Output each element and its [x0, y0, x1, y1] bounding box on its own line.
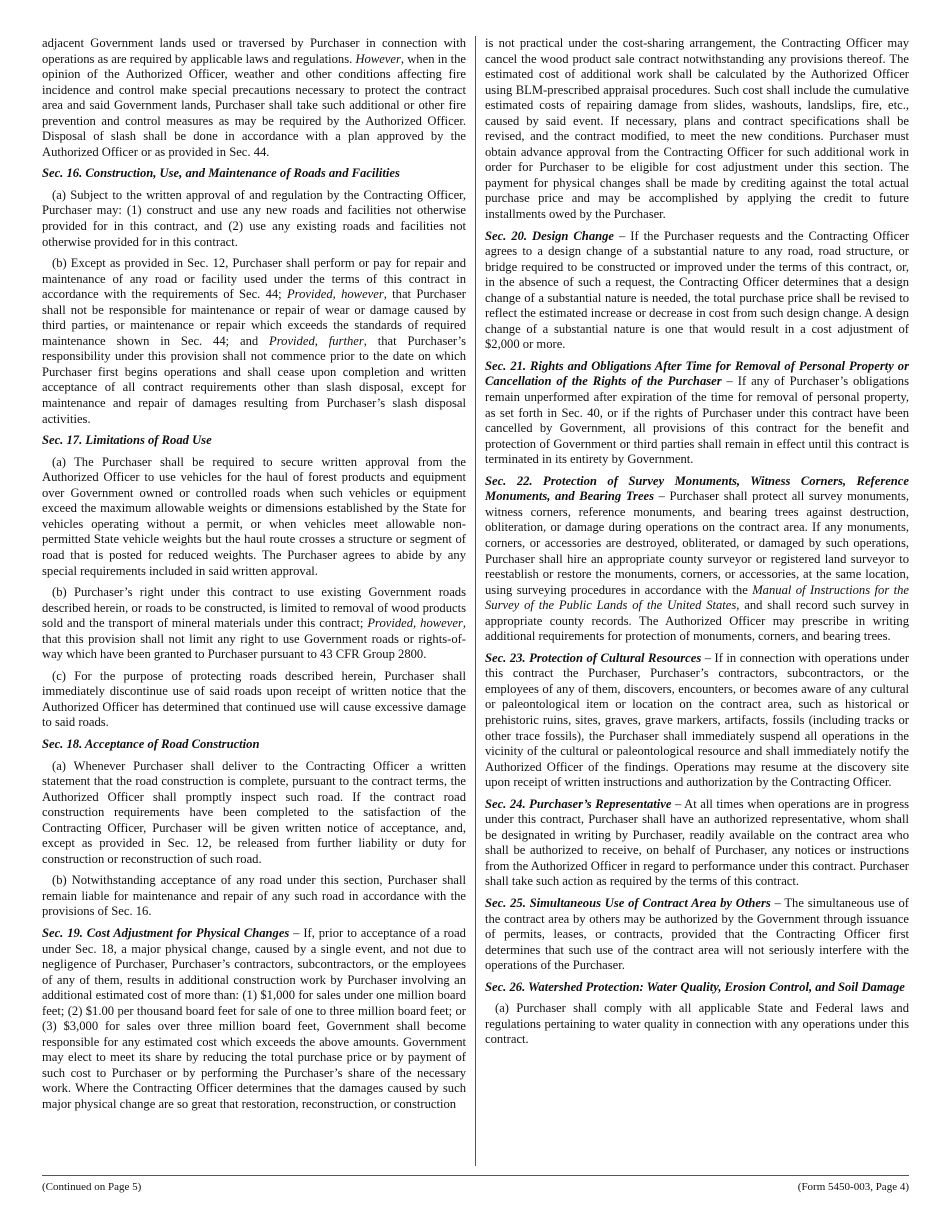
section-25 — [485, 896, 909, 974]
section-24-heading: Sec. 24. Purchaser’s Representative — [485, 796, 672, 811]
section-26 — [485, 980, 909, 996]
text-run: (b) Purchaser’s right under this contract to use existing Government roads described herein, or roads to be constructed, is limited to removal of wood products sold and the transport of mineral materials under this contract; — [42, 585, 466, 631]
text-run-italic: However — [355, 51, 401, 66]
text-run-italic: Manual of Instructions for the Survey of the Public Lands of the United States — [485, 582, 910, 613]
section-17-c: (c) For the purpose of protecting roads described herein, Purchaser shall immediately discontinue use of said roads upon receipt of written notice that the Authorized Officer has determined that continued use will cause excessive damage to said roads. — [42, 668, 466, 730]
section-17-heading: Sec. 17. Limitations of Road Use — [42, 433, 212, 448]
section-23 — [485, 651, 909, 791]
section-20 — [485, 229, 909, 353]
section-24-text: – At all times when operations are in progress under this contract, Purchaser shall have an authorized representative, whom shall be designated in writing by Purchaser, readily available on the contract area who shall be authorized to receive, on behalf of Purchaser, any notices or instructions from the Authorized Officer in regard to performance under this contract. Purchaser shall take such action as required by the terms of this contract. — [485, 796, 909, 889]
section-16 — [42, 166, 466, 182]
section-23-text: – If in connection with operations under this contract the Purchaser, Purchaser’s contractors, subcontractors, or the employees of any of them, discovers, encounters, or becomes aware of any cultural or paleontological item or location on the contract area, such as historical or prehistoric ruins, sites, graves, grave markers, artifacts, fossils (including tracks or other trace fossils), the Purchaser shall immediately suspend all operations in the vicinity of the cultural or paleontological resource and shall immediately notify the Authorized Officer of the findings. Operations may resume at the discovery site upon receipt of written instructions and authorization by the Contracting Officer. — [485, 650, 910, 790]
section-16-a: (a) Subject to the written approval of and regulation by the Contracting Officer, Purchaser may: (1) construct and use any new roads and facilities not otherwise provided for in this contract, and (2) use any existing roads and facilities not otherwise provided for in this contract. — [42, 187, 466, 249]
section-19-continued: is not practical under the cost-sharing arrangement, the Contracting Officer may cancel the wood product sale contract notwithstanding any provisions thereof. The estimated cost of additional work shall be calculated by the Authorized Officer using BLM-prescribed appraisal procedures. Such cost shall include the cumulative estimated costs of repairing damage from slides, washouts, landslips, fire, etc., caused by said event. If necessary, plans and contract specifications shall be revised, and the contract modified, to meet the new conditions. Purchaser must obtain advance approval from the Contracting Officer for such additional work in order for Purchaser to be eligible for cost adjustment under this section. The payment for physical changes shall be made by crediting against the total actual purchase price and may be accomplished by applying the credit to future installments owed by the Purchaser. — [485, 36, 909, 222]
footer-form-page: (Form 5450-003, Page 4) — [797, 1181, 909, 1193]
section-16-heading: Sec. 16. Construction, Use, and Maintenance of Roads and Facilities — [42, 166, 400, 181]
section-23-heading: Sec. 23. Protection of Cultural Resources — [485, 650, 702, 665]
section-18-b: (b) Notwithstanding acceptance of any road under this section, Purchaser shall remain liable for maintenance and repair of any such road in accordance with the provisions of Sec. 16. — [42, 873, 466, 919]
section-18 — [42, 737, 466, 753]
section-20-heading: Sec. 20. Design Change — [485, 228, 615, 243]
text-run: , that Purchaser shall not be responsible for maintenance or repair of wear or damage caused by third parties, or maintenance or repair which exceeds the standards of required maintenance shown in Sec. 44; and — [42, 287, 466, 348]
right-column — [485, 36, 909, 1054]
section-24 — [485, 797, 909, 890]
section-17-b — [42, 585, 466, 663]
section-26-a: (a) Purchaser shall comply with all applicable State and Federal laws and regulations pertaining to water quality in connection with any operations under this contract. — [485, 1001, 909, 1047]
section-21-text: – If any of Purchaser’s obligations remain unperformed after expiration of the time for removal of personal property, as set forth in Sec. 40, or if the rights of Purchaser under this contract have been cancelled by Government, all provisions of this contract for the benefit and protection of Government or third parties shall remain in effect until this contract is terminated in its entirety by Government. — [485, 374, 910, 467]
left-column — [42, 36, 466, 1119]
text-run: , and shall record such survey in appropriate county records. The Authorized Officer may prescribe in writing additional requirements for protection of monuments, corners, and bearing trees. — [485, 598, 910, 644]
text-run: , that this provision shall not limit any right to use Government roads or rights-of-way which have been granted to Purchaser pursuant to 43 CFR Group 2800. — [42, 616, 467, 662]
section-19 — [42, 926, 466, 1113]
section-22 — [485, 474, 909, 645]
section-19-text: – If, prior to acceptance of a road under Sec. 18, a major physical change, caused by a single event, and not due to negligence of Purchaser, Purchaser’s contractors, subcontractors, or the employees of any of them, results in additional construction work by Purchaser involving an additional estimated cost of more than: (1) $1,000 for sales under one million board feet; (2) $1.00 per thousand board feet for sale of one to three million board feet; or (3) $3,000 for sales over three million board feet, Government shall become responsible for any estimated cost which exceeds the above amounts. Government may elect to meet its share by reducing the total purchase price or by payment of such cost to Purchaser or by performing the Purchaser’s share of the necessary work. Where the Contracting Officer determines that the damages caused by such major physical change are so great that restoration, reconstruction, or construction — [42, 925, 466, 1111]
footer-continued: (Continued on Page 5) — [42, 1181, 142, 1193]
section-17-a: (a) The Purchaser shall be required to secure written approval from the Authorized Officer to use vehicles for the haul of forest products and equipment over Government owned or controlled roads when such vehicles or equipment exceed the maximum allowable weights or dimensions established by the State for vehicles operating without a permit, or when vehicles meet allowable non-permitted State vehicle weights but the haul route crosses a structure or segment of road that is posted for reduced weights. The Purchaser agrees to abide by any special requirements included in said written approval. — [42, 454, 466, 578]
section-25-heading: Sec. 25. Simultaneous Use of Contract Area by Others — [485, 895, 771, 910]
text-run-italic: Provided, further — [269, 333, 364, 348]
text-run: , that Purchaser’s responsibility under this provision shall not commence prior to the date on which Purchaser first begins operations and shall cease upon completion and written acceptance of all contract requirements other than slash disposal, except for maintenance and repair of damages resulting from Purchaser’s slash disposal activities. — [42, 333, 466, 426]
section-16-b — [42, 256, 466, 427]
text-run-italic: Provided, however — [367, 616, 463, 631]
section-18-heading: Sec. 18. Acceptance of Road Construction — [42, 736, 260, 751]
text-run: adjacent Government lands used or traversed by Purchaser in connection with operations as are required by applicable laws and regulations. — [42, 36, 466, 66]
footer-rule — [42, 1175, 909, 1176]
section-22-heading: Sec. 22. Protection of Survey Monuments, Witness Corners, Reference Monuments, and Bearing Trees — [485, 473, 909, 504]
text-run: (b) Except as provided in Sec. 12, Purchaser shall perform or pay for repair and maintenance of any road or facility used under the terms of this contract in accordance with the requirements of Sec. 44; — [42, 256, 466, 302]
text-run-italic: Provided, however — [286, 287, 384, 302]
section-19-heading: Sec. 19. Cost Adjustment for Physical Changes — [42, 925, 290, 940]
section-26-heading: Sec. 26. Watershed Protection: Water Quality, Erosion Control, and Soil Damage — [485, 979, 905, 994]
section-21 — [485, 359, 909, 468]
paragraph-fire-precautions — [42, 36, 466, 160]
section-25-text: – The simultaneous use of the contract area by others may be authorized by the Government through issuance of permits, leases, or contracts, provided that the Contracting Officer first determines that such use of the contract area will not seriously interfere with the operations of the Purchaser. — [485, 895, 909, 973]
text-run: – Purchaser shall protect all survey monuments, witness corners, reference monuments, and bearing trees against destruction, obliteration, or damage during operations on the contract area. If any monuments, corners, or accessories are destroyed, obliterated, or damaged by such operations, Purchaser shall hire an appropriate county surveyor or registered land surveyor to reestablish or restore the monuments, corners, or accessories, at the same location, using surveying procedures in accordance with the — [485, 489, 909, 597]
section-21-heading: Sec. 21. Rights and Obligations After Time for Removal of Personal Property or Cancellation of the Rights of the Purchaser — [485, 358, 909, 389]
section-18-a: (a) Whenever Purchaser shall deliver to the Contracting Officer a written statement that the road construction is complete, pursuant to the contract terms, the Authorized Officer shall promptly inspect such road. If the contract road construction requirements have been completed to the satisfaction of the Contracting Officer, Purchaser will be given written notice of acceptance, and, except as provided in Sec. 12, be released from further liability or duty for construction or reconstruction of such road. — [42, 758, 466, 866]
section-20-text: – If the Purchaser requests and the Contracting Officer agrees to a design change of a substantial nature to any road, road structure, or bridge required to be constructed or improved under the terms of this contract, or, in the absence of such a request, the Contracting Officer determines that a design change of a substantial nature is needed, the total purchase price shall be revised to reflect the estimated increase or decrease in cost from such design change. A design change of a substantial nature is one that would result in a cost adjustment of $2,000 or more. — [485, 228, 910, 352]
column-divider — [475, 36, 476, 1166]
text-run: , when in the opinion of the Authorized Officer, weather and other conditions affecting fire incidence and control make special precautions necessary to protect the contract area and said Government lands, Purchaser shall take such additional or other fire prevention and control measures as may be required by the Authorized Officer. Disposal of slash shall be done in accordance with a plan approved by the Authorized Officer or as provided in Sec. 44. — [42, 51, 466, 159]
section-17 — [42, 433, 466, 449]
